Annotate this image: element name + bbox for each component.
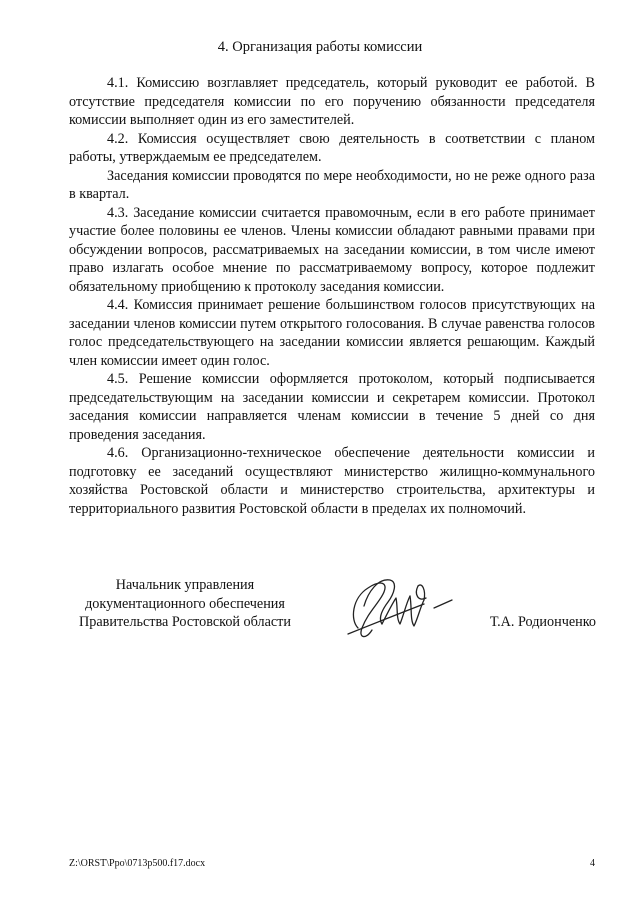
handwritten-signature-icon (338, 568, 458, 648)
paragraph-meetings-frequency: Заседания комиссии проводятся по мере необходимости, но не реже одного раза в квартал. (69, 167, 595, 202)
signatory-title-line: Правительства Ростовской области (79, 614, 291, 630)
paragraph-4-1: 4.1. Комиссию возглавляет председатель, который руководит ее работой. В отсутствие председателя комиссии по его поручению обязанности председателя комиссии выполняет один из его заместителей. (69, 75, 595, 128)
paragraph-4-3: 4.3. Заседание комиссии считается правомочным, если в его работе принимает участие более половины ее членов. Члены комиссии обладают равными правами при обсуждении вопросов, рассматриваемых на заседании комиссии, в том числе имеют право излагать особое мнение по рассматриваемому вопросу, которое подлежит обязательному приобщению к протоколу заседания комиссии. (69, 204, 595, 295)
signatory-title-line: Начальник управления (115, 577, 255, 593)
page-number: 4 (590, 858, 595, 869)
section-heading: 4. Организация работы комиссии (217, 39, 423, 55)
signatory-title-line: документационного обеспечения (85, 595, 285, 612)
paragraph-4-5: 4.5. Решение комиссии оформляется протоколом, который подписывается председательствующим на заседании комиссии и секретарем комиссии. Протокол заседания комиссии направляется членам комиссии в течение 5 дней со дня проведения заседания. (69, 371, 595, 443)
paragraph-4-2: 4.2. Комиссия осуществляет свою деятельность в соответствии с планом работы, утверждаемым ее председателем. (69, 130, 595, 165)
footer-file-path: Z:\ORST\Ppo\0713p500.f17.docx (69, 858, 206, 869)
signatory-title (69, 576, 301, 632)
paragraph-4-4: 4.4. Комиссия принимает решение большинством голосов присутствующих на заседании членов комиссии путем открытого голосования. В случае равенства голосов голос председательствующего на заседании комиссии является решающим. Каждый член комиссии имеет один голос. (69, 297, 595, 369)
body-text (69, 74, 595, 518)
signatory-name: Т.А. Родионченко (489, 614, 596, 630)
paragraph-4-6: 4.6. Организационно-техническое обеспечение деятельности комиссии и подготовку ее заседаний осуществляют министерство жилищно-коммунального хозяйства Ростовской области и министерство строительства, архитектуры и территориального развития Ростовской области в пределах их полномочий. (69, 445, 595, 517)
